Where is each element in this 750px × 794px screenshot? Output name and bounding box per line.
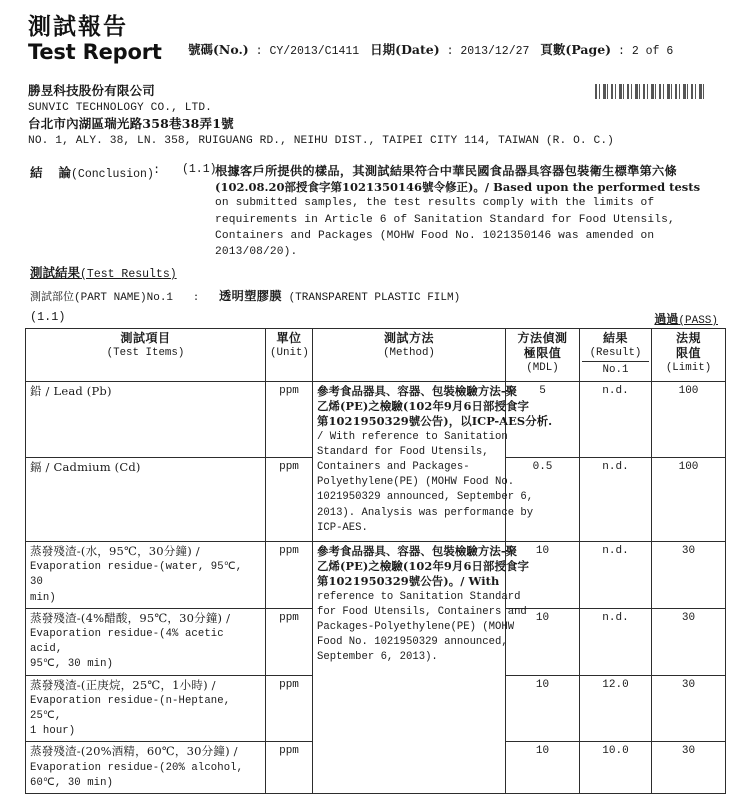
method-line-9: 2013). Analysis was performance by (317, 506, 534, 519)
cell-mdl: 10 (506, 675, 580, 742)
col-header-mdl-en: (MDL) (526, 362, 559, 374)
table-header-row (26, 329, 726, 382)
conclusion-label-cn2: 論 (58, 165, 72, 180)
cell-item (26, 458, 266, 542)
cell-result: n.d. (580, 382, 652, 458)
method-line-3: 第1021950329號公告)，以ICP-AES分析. (317, 414, 553, 429)
company-block (28, 83, 614, 149)
part-name-row (30, 287, 460, 304)
col-header-result-en: (Result) (589, 347, 642, 359)
page-title-en: Test Report (28, 40, 162, 64)
col-header-limit (652, 329, 726, 382)
section-number: (1.1) (30, 310, 66, 324)
cell-limit: 30 (652, 675, 726, 742)
company-name-en: SUNVIC TECHNOLOGY CO., LTD. (28, 101, 212, 114)
col-header-method-cn: 測試方法 (383, 331, 434, 345)
barcode-icon (595, 84, 707, 99)
col-header-test-items-cn: 測試項目 (120, 331, 171, 345)
conclusion-label-en: (Conclusion) (71, 168, 154, 181)
status-badge-cn: 過過 (654, 312, 679, 326)
cell-limit: 100 (652, 382, 726, 458)
cell-mdl: 10 (506, 608, 580, 675)
cell-unit: ppm (266, 742, 313, 794)
status-badge-en: (PASS) (678, 315, 718, 327)
cell-result: n.d. (580, 458, 652, 542)
conclusion-colon: : (153, 163, 161, 177)
report-date-label: 日期(Date) (370, 42, 440, 57)
cell-limit: 30 (652, 542, 726, 609)
conclusion-line-5: Containers and Packages (MOHW Food No. 1021350146 was amended on (215, 229, 655, 242)
part-name-value-cn: 透明塑膠膜 (219, 289, 282, 303)
col-header-mdl-cn1: 方法偵測 (517, 331, 568, 345)
method2-line-2: 乙烯(PE)之檢驗(102年9月6日部授食字 (317, 559, 529, 574)
cell-method-block-2 (313, 542, 529, 794)
method-line-5: Standard for Food Utensils, (317, 445, 489, 458)
table-row (26, 382, 726, 458)
method-line-7: Polyethylene(PE) (MOHW Food No. (317, 476, 515, 489)
conclusion-line-1: 根據客戶所提供的樣品，其測試結果符合中華民國食品器具容器包裝衛生標準第六條 (215, 164, 678, 178)
col-header-limit-cn2: 限值 (675, 346, 701, 360)
item-name-en-1: Evaporation residue-(water, 95℃, 30 (30, 561, 243, 589)
col-header-method (313, 329, 506, 382)
method-line-1: 參考食品器具、容器、包裝檢驗方法-聚 (317, 384, 518, 398)
report-meta (188, 40, 673, 58)
method2-line-8: September 6, 2013). (317, 651, 438, 664)
cell-unit: ppm (266, 458, 313, 542)
item-name-en-2: 95℃, 30 min) (30, 658, 114, 671)
report-no-colon: : (255, 45, 263, 58)
method2-line-4: reference to Sanitation Standard (317, 590, 521, 603)
report-no-value: CY/2013/C1411 (269, 45, 360, 58)
cell-item (26, 382, 266, 458)
col-header-limit-cn1: 法規 (675, 331, 701, 345)
cell-mdl: 0.5 (506, 458, 580, 542)
report-page-colon: : (618, 45, 625, 58)
method-line-10: ICP-AES. (317, 521, 368, 534)
cell-result: 12.0 (580, 675, 652, 742)
item-name-en-1: Evaporation residue-(n-Heptane, 25℃, (30, 694, 231, 723)
item-name: 鎘 / Cadmium (Cd) (30, 460, 141, 474)
item-name-en-2: 60℃, 30 min) (30, 776, 114, 789)
cell-limit: 30 (652, 608, 726, 675)
col-header-method-en: (Method) (383, 347, 435, 359)
report-no-label: 號碼(No.) (188, 42, 249, 57)
cell-item (26, 542, 266, 609)
col-header-test-items (26, 329, 266, 382)
report-date-colon: : (446, 45, 454, 58)
col-header-result-cn: 結果 (602, 331, 628, 345)
report-page-label: 頁數(Page) (540, 42, 612, 57)
method2-line-5: for Food Utensils, Containers and (317, 605, 527, 618)
part-name-label: 測試部位(PART NAME)No.1 (30, 292, 174, 304)
item-name: 鉛 / Lead (Pb) (30, 384, 112, 398)
col-header-result (580, 329, 652, 382)
report-header (0, 0, 750, 72)
conclusion-line-6: 2013/08/20). (215, 246, 298, 259)
cell-item (26, 608, 266, 675)
item-name: 蒸發殘渣-(20%酒精，60℃，30分鐘) / (30, 744, 238, 759)
cell-unit: ppm (266, 675, 313, 742)
company-address-en: NO. 1, ALY. 38, LN. 358, RUIGUANG RD., NEIHU DIST., TAIPEI CITY 114, TAIWAN (R. O. C.) (28, 134, 614, 147)
cell-result: n.d. (580, 608, 652, 675)
conclusion-line-2: (102.08.20部授食字第1021350146號令修正)。/ Based upon the performed tests (215, 180, 701, 195)
method2-line-3: 第1021950329號公告)。/ With (317, 574, 500, 589)
cell-mdl: 5 (506, 382, 580, 458)
results-table (25, 328, 726, 794)
conclusion-label-cn1: 結 (30, 165, 43, 180)
col-header-unit-en: (Unit) (270, 347, 309, 359)
cell-limit: 30 (652, 742, 726, 794)
col-header-unit-cn: 單位 (276, 331, 302, 345)
item-name-en-2: 1 hour) (30, 725, 76, 738)
col-header-result-sub: No.1 (582, 361, 649, 377)
company-address-cn: 台北市內湖區瑞光路358巷38弄1號 (28, 116, 234, 131)
conclusion-number: (1.1) (182, 163, 217, 176)
page-title-cn: 測試報告 (28, 13, 128, 40)
report-page-value: 2 of 6 (631, 45, 674, 58)
item-name: 蒸發殘渣-(正庚烷，25℃，1小時) / (30, 677, 216, 692)
cell-result: n.d. (580, 542, 652, 609)
cell-item (26, 675, 266, 742)
part-name-colon: : (194, 289, 199, 303)
method2-line-1: 參考食品器具、容器、包裝檢驗方法-聚 (317, 544, 518, 558)
cell-mdl: 10 (506, 742, 580, 794)
method2-line-7: Food No. 1021950329 announced, (317, 636, 508, 649)
conclusion-label (30, 163, 154, 181)
col-header-mdl (506, 329, 580, 382)
method-line-2: 乙烯(PE)之檢驗(102年9月6日部授食字 (317, 399, 529, 414)
col-header-limit-en: (Limit) (665, 362, 712, 374)
cell-mdl: 10 (506, 542, 580, 609)
col-header-test-items-en: (Test Items) (106, 347, 185, 359)
part-name-value-en: (TRANSPARENT PLASTIC FILM) (288, 292, 461, 304)
method-line-8: 1021950329 announced, September 6, (317, 491, 534, 504)
col-header-mdl-cn2: 極限值 (523, 346, 562, 360)
table-row (26, 542, 726, 609)
method-line-6: Containers and Packages- (317, 461, 470, 474)
cell-unit: ppm (266, 608, 313, 675)
test-results-heading-en: (Test Results) (80, 268, 177, 281)
status-badge (654, 310, 718, 327)
company-name-cn: 勝昱科技股份有限公司 (28, 83, 156, 98)
cell-unit: ppm (266, 382, 313, 458)
method-line-4: / With reference to Sanitation (317, 430, 508, 443)
cell-unit: ppm (266, 542, 313, 609)
cell-result: 10.0 (580, 742, 652, 794)
method2-line-6: Packages-Polyethylene(PE) (MOHW (317, 621, 515, 634)
col-header-unit (266, 329, 313, 382)
item-name-en-1: Evaporation residue-(20% alcohol, (30, 761, 244, 774)
item-name: 蒸發殘渣-(水，95℃，30分鐘) / (30, 544, 200, 558)
item-name: 蒸發殘渣-(4%醋酸，95℃，30分鐘) / (30, 610, 231, 625)
report-date-value: 2013/12/27 (460, 45, 530, 58)
item-name-en-2: min) (30, 591, 56, 604)
conclusion-line-3: on submitted samples, the test results comply with the limits of (215, 197, 655, 210)
cell-limit: 100 (652, 458, 726, 542)
conclusion-line-4: requirements in Article 6 of Sanitation Standard for Food Utensils, (215, 213, 675, 226)
item-name-en-1: Evaporation residue-(4% acetic acid, (30, 628, 224, 656)
test-results-heading (30, 263, 177, 281)
conclusion-body (215, 163, 725, 260)
test-results-heading-cn: 測試結果 (30, 265, 81, 280)
